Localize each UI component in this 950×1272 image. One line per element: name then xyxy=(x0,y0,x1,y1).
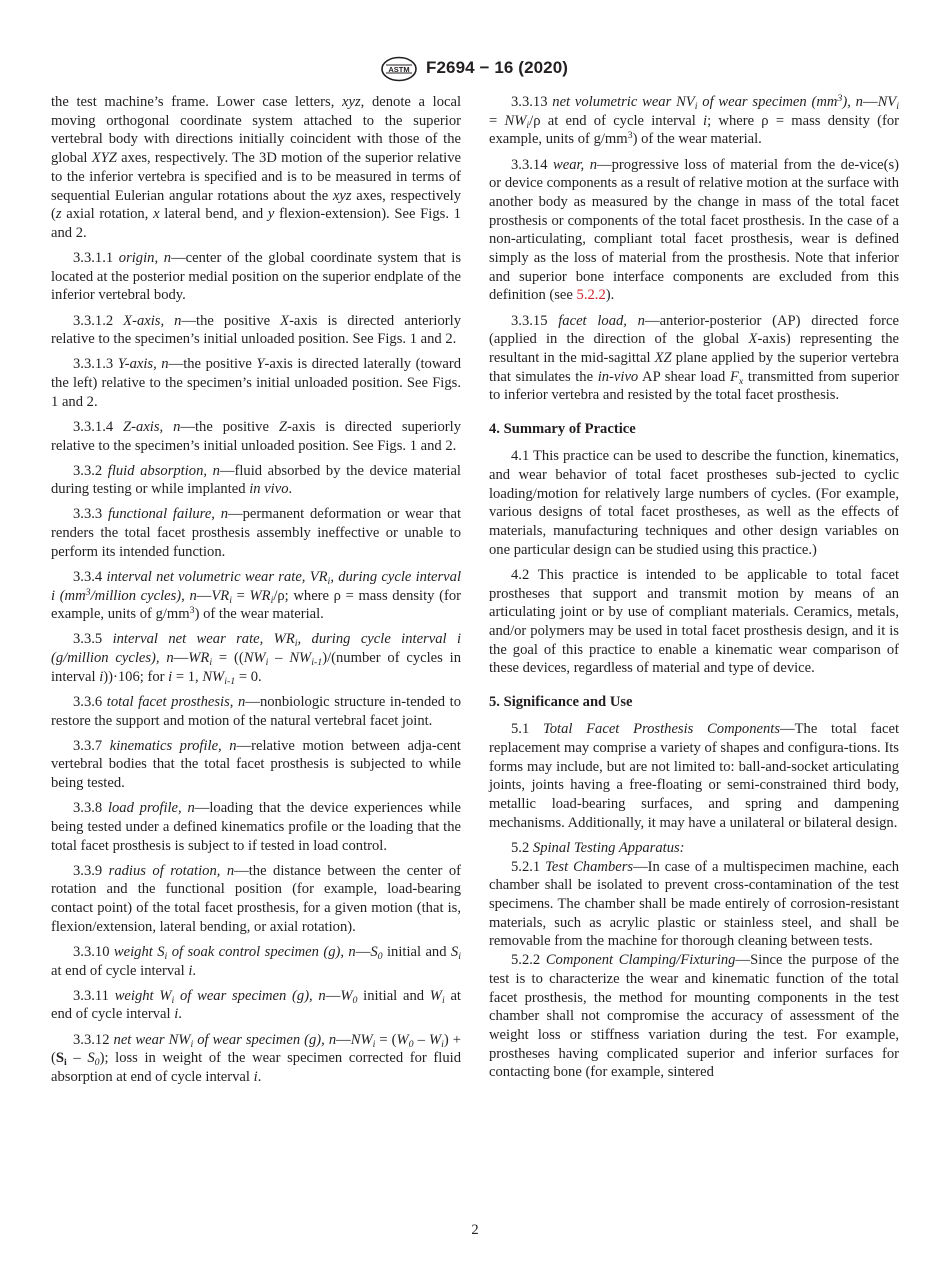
text-run: NW xyxy=(350,1031,373,1048)
text-run: 3.3.2 xyxy=(73,462,108,479)
text-run: axes, respectively ( xyxy=(51,187,461,223)
text-run: = 0. xyxy=(235,668,262,685)
text-run: – xyxy=(268,650,290,667)
text-run: plane applied by the superior vertebra that simulates the xyxy=(489,349,899,385)
text-run: weight S xyxy=(113,943,165,960)
paragraph-p-3-3-6 xyxy=(51,693,461,730)
text-run: Total Facet Prosthesis Components xyxy=(542,721,781,738)
text-run: ); loss in weight of the wear specimen corrected for fluid absorption at end of cycle interval xyxy=(51,1050,461,1085)
text-run: xyz xyxy=(342,94,361,110)
text-run: 0 xyxy=(408,1038,414,1050)
text-run: – xyxy=(413,1031,429,1048)
text-run: ). xyxy=(605,287,615,304)
text-run: radius of rotation, n xyxy=(108,862,235,879)
text-run: Z-axis, n xyxy=(123,418,181,435)
paragraph-p-3-3-13 xyxy=(489,93,899,149)
text-run: 0 xyxy=(94,1057,100,1069)
text-run: 3.3.13 xyxy=(511,94,553,110)
text-run: i xyxy=(441,1038,444,1050)
astm-logo-text: ASTM xyxy=(388,65,410,74)
standard-designation: F2694 − 16 (2020) xyxy=(426,58,569,77)
text-run: . xyxy=(288,481,293,498)
text-run: W xyxy=(429,987,442,1004)
text-run: 3.3.7 xyxy=(73,737,110,754)
text-run: — xyxy=(173,650,189,667)
text-run: the test machine’s frame. Lower case letters, xyxy=(51,94,343,110)
paragraph-p-3-3-9 xyxy=(51,862,461,937)
paragraph-p-3-3-1-3 xyxy=(51,355,461,411)
section-heading-sec-5 xyxy=(489,693,899,712)
text-run: 3.3.11 xyxy=(73,987,115,1004)
text-run: facet load, n xyxy=(558,312,645,329)
text-run: —the positive xyxy=(180,418,279,435)
text-run: 4.2 This practice is intended to be applicable to total facet prostheses that support and transmit motion by means of an articulating joint or by use of compliant materials. Ceramics, metals, and/or polymers may be used in total facet prosthesis design, and it is the goal of this practice to enable a kinematic wear comparison of these devices, regardless of material and type of device. xyxy=(489,566,899,677)
text-run: of wear specimen (mm xyxy=(697,94,838,110)
text-run: —nonbiologic structure in-tended to restore the support and motion of the natural vertebral facet joint. xyxy=(51,693,461,729)
text-run: Test Chambers xyxy=(545,858,634,875)
text-run: — xyxy=(325,987,341,1004)
paragraph-p-3-3-14 xyxy=(489,156,899,306)
text-run: 3.3.4 xyxy=(73,568,107,585)
text-run: i xyxy=(188,962,193,979)
text-run: weight W xyxy=(114,987,172,1004)
text-run: – xyxy=(66,1050,88,1067)
text-run: i xyxy=(458,950,461,962)
text-run: 5.2 xyxy=(511,839,533,856)
text-run: /ρ; where ρ = mass density (for example, units of g/mm xyxy=(51,587,461,623)
text-run: = ( xyxy=(375,1031,397,1048)
text-run: interval net wear rate, WR xyxy=(112,631,295,648)
text-run: 5.1 xyxy=(511,721,543,738)
text-run: -axis is directed laterally (toward the left) relative to the specimen’s initial unloaded position. See Figs. 1 and 2. xyxy=(51,356,461,410)
paragraph-p-3-3-1-4 xyxy=(51,418,461,455)
text-run: x xyxy=(738,375,744,387)
text-run: interval net volumetric wear rate, VR xyxy=(106,568,328,585)
text-run: 4. Summary of Practice xyxy=(489,421,636,438)
text-run: i xyxy=(171,994,175,1006)
text-run: of soak control specimen (g), n xyxy=(167,943,356,960)
text-run: i xyxy=(526,119,530,131)
text-run: — xyxy=(862,94,878,110)
text-run: -axis is directed superiorly relative to the specimen’s initial unloaded position. See Figs. 1 and 2. xyxy=(51,418,461,454)
text-run: XZ xyxy=(654,349,672,366)
text-run: —center of the global coordinate system that is located at the posterior medial position on the superior endplate of the inferior vertebral body. xyxy=(51,250,462,304)
text-run: — xyxy=(355,943,371,960)
text-run: S xyxy=(87,1050,95,1067)
paragraph-p-3-3-3 xyxy=(51,505,461,561)
text-run: of wear specimen (g), n xyxy=(174,987,326,1004)
text-run: . xyxy=(178,1006,182,1023)
text-run: initial and xyxy=(357,987,430,1004)
text-run: 3 xyxy=(85,586,91,598)
text-run: 3.3.5 xyxy=(73,631,113,648)
text-run: , during cycle interval i (mm xyxy=(51,568,462,604)
text-run: —loading that the device experiences while being tested under a defined kinematics profile or the loading that the total facet prosthesis is subject to if tested in load control. xyxy=(51,800,462,854)
text-run: —the positive xyxy=(181,312,281,329)
text-run: net volumetric wear NV xyxy=(552,94,695,110)
paragraph-p-5-2 xyxy=(489,839,899,858)
text-run: of wear specimen (g), n xyxy=(193,1031,337,1048)
text-run: in-vivo xyxy=(597,368,639,385)
page-header xyxy=(0,56,950,82)
text-run: load profile, n xyxy=(107,800,195,817)
text-run: NV xyxy=(877,94,897,110)
text-run: = 1, xyxy=(172,668,203,685)
text-run: X xyxy=(748,331,758,348)
text-run: . xyxy=(192,962,197,979)
text-run: —In case of a multispecimen machine, each chamber shall be isolated to prevent cross-contamination of the test specimens. The chamber shall be made entirely of corrosion-resistant materials, such as acrylic plastic or stainless steel, and shall be removable from the machine for thorough cleaning between tests. xyxy=(489,858,899,950)
right-column xyxy=(489,93,899,1082)
text-run: )/(number of cycles in interval xyxy=(51,650,462,685)
paragraph-p-5-1 xyxy=(489,720,899,832)
text-run: S xyxy=(370,943,378,960)
text-run: = xyxy=(489,112,505,129)
paragraph-p-3-3-2 xyxy=(51,462,461,499)
text-run: flexion-extension). See Figs. 1 and 2. xyxy=(51,206,461,241)
text-run: origin, n xyxy=(118,250,172,267)
text-run: transmitted from superior to inferior vertebra and resisted by the total facet prosthesis. xyxy=(489,368,899,404)
text-run: Y-axis, n xyxy=(117,356,169,373)
text-run: — xyxy=(196,587,212,604)
text-run: —the positive xyxy=(168,356,257,373)
text-run: NW xyxy=(243,650,266,667)
text-run: 3.3.1.1 xyxy=(73,250,119,267)
paragraph-p-4-2 xyxy=(489,566,899,678)
text-run: i xyxy=(265,657,269,669)
paragraph-p-frame-cont xyxy=(51,93,461,243)
paragraph-p-3-3-5 xyxy=(51,630,461,686)
text-run: kinematics profile, n xyxy=(109,737,237,754)
text-run: 3.3.15 xyxy=(511,312,559,329)
text-run: X-axis, n xyxy=(123,312,182,329)
paragraph-p-3-3-12 xyxy=(51,1031,461,1087)
text-run: i xyxy=(294,638,298,650)
text-run: i xyxy=(99,668,104,685)
paragraph-p-3-3-1-1 xyxy=(51,249,461,305)
text-run: net wear NW xyxy=(113,1031,191,1048)
text-run: 3.3.10 xyxy=(73,943,114,960)
text-run: i xyxy=(168,668,173,685)
text-run: 3.3.9 xyxy=(73,862,109,879)
text-run: i xyxy=(209,657,213,669)
text-run: i xyxy=(270,594,274,606)
text-run: initial and xyxy=(382,943,451,960)
text-run: i xyxy=(190,1038,194,1050)
astm-logo-icon xyxy=(380,56,418,82)
text-run: z xyxy=(55,206,62,223)
text-run: X xyxy=(280,312,290,329)
text-run: ) + ( xyxy=(51,1031,462,1067)
text-run: i xyxy=(229,594,232,606)
text-run: 3.3.1.4 xyxy=(73,418,124,435)
text-run: . xyxy=(257,1068,262,1085)
text-run: 5.2.2 xyxy=(511,952,546,969)
text-run: —progressive loss of material from the de-vice(s) or device components as a result of relative motion at the surface with another body as measured by the change in mass of the total facet prosthesis or components of the total facet prosthesis. In the case of a non-articulating, compliant total facet prosthesis, wear is defined simply as the loss of material from the prosthesis. Note that inferior and superior bone interface components are excluded from this definition (see xyxy=(489,156,899,304)
text-run: , during cycle interval i (g/million cycles), n xyxy=(51,631,461,667)
text-run: fluid absorption, n xyxy=(107,462,220,479)
paragraph-p-5-2-1 xyxy=(489,858,899,952)
text-run: 4.1 This practice can be used to describe the function, kinematics, and wear behavior of total facet prostheses sub-jected to cyclic loading/motion for relatively large numbers of cycles. (For example, various designs of total facet prostheses, as well as the effects of materials, manufacturing techniques and other design variables on one particular design can be studied using this practice.) xyxy=(489,448,899,558)
text-run: 3 xyxy=(837,93,843,105)
text-run: i xyxy=(253,1068,258,1085)
text-run: 3.3.1.3 xyxy=(73,356,118,373)
text-run: 3.3.12 xyxy=(73,1031,114,1048)
text-run: NW xyxy=(504,112,527,129)
text-run: -axis) representing the resultant in the mid-sagittal xyxy=(489,331,899,366)
text-run: at end of cycle interval xyxy=(51,962,189,979)
text-run: axes, respectively. The 3D motion of the superior relative to the inferior vertebra is specified and is to be measured in terms of sequential Eulerian angular rotations about the xyxy=(51,150,461,204)
text-run: y xyxy=(267,206,275,223)
text-run: —permanent deformation or wear that renders the total facet prosthesis assembly ineffective or unable to perform its intended function. xyxy=(51,506,461,560)
text-run: W xyxy=(396,1031,409,1048)
text-run: i xyxy=(64,1057,67,1069)
text-run: ) of the wear material. xyxy=(194,606,324,623)
text-run: i xyxy=(703,112,708,129)
paragraph-p-3-3-4 xyxy=(51,568,461,624)
paragraph-p-3-3-8 xyxy=(51,799,461,855)
section-heading-sec-4 xyxy=(489,420,899,439)
section-link[interactable]: 5.2.2 xyxy=(576,287,606,304)
paragraph-p-3-3-10 xyxy=(51,943,461,980)
text-run: 3.3.8 xyxy=(73,800,108,817)
text-run: S xyxy=(55,1050,64,1067)
text-run: ) of the wear material. xyxy=(632,131,762,148)
text-run: —fluid absorbed by the device material during testing or while implanted xyxy=(51,462,461,498)
text-run: in vivo xyxy=(249,481,289,498)
text-run: W xyxy=(340,987,353,1004)
text-run: Y xyxy=(256,356,265,373)
text-run: i xyxy=(372,1038,376,1050)
text-run: i-1 xyxy=(224,675,236,687)
text-run: i xyxy=(441,994,445,1006)
text-run: ))·106; for xyxy=(103,668,169,685)
text-run: ; where ρ = mass density (for example, units of g/mm xyxy=(489,112,899,148)
text-run: S xyxy=(450,943,459,960)
text-run: 5. Significance and Use xyxy=(489,694,633,711)
text-run: —relative motion between adja-cent vertebral bodies that the total facet prosthesis is subjected to while being tested. xyxy=(51,737,461,792)
text-run: axial rotation, xyxy=(61,206,154,223)
text-run: /million cycles), n xyxy=(90,587,197,604)
text-run: total facet prosthesis, n xyxy=(106,693,246,710)
text-run: XYZ xyxy=(91,150,117,167)
text-run: i-1 xyxy=(311,657,323,669)
text-run: = xyxy=(231,587,250,604)
text-run: i xyxy=(164,950,168,962)
text-run: i xyxy=(694,100,698,112)
text-run: 3.3.1.2 xyxy=(73,312,124,329)
text-run: xyz xyxy=(332,187,352,204)
text-run: 0 xyxy=(377,950,383,962)
left-column xyxy=(51,93,461,1093)
text-run: NW xyxy=(289,650,312,667)
text-run: NW xyxy=(202,668,225,685)
page-number: 2 xyxy=(471,1222,479,1238)
text-run: —the distance between the center of rotation and the functional position (for example, load-bearing contact point) of the total facet prosthesis, for a given motion (that is, flexion/extension, lateral bending, or axial rotation). xyxy=(51,862,461,935)
text-run: i xyxy=(327,575,331,587)
text-run: -axis is directed anteriorly relative to the specimen’s initial unloaded position. See Figs. 1 and 2. xyxy=(51,312,461,348)
text-run: W xyxy=(428,1031,442,1048)
text-run: 3.3.14 xyxy=(511,156,553,173)
text-run: 0 xyxy=(352,994,358,1006)
text-run: at end of cycle interval xyxy=(51,987,461,1023)
text-run: WR xyxy=(188,650,210,667)
text-run: VR xyxy=(211,587,230,604)
text-run: Component Clamping/Fixturing xyxy=(545,952,736,969)
text-run: 5.2.1 xyxy=(511,858,546,875)
text-run: — xyxy=(336,1031,351,1048)
text-run: /ρ at end of cycle interval xyxy=(529,112,704,129)
paragraph-p-5-2-2 xyxy=(489,951,899,1082)
paragraph-p-3-3-1-2 xyxy=(51,312,461,349)
text-run: 3 xyxy=(627,130,633,142)
text-run: i xyxy=(174,1006,179,1023)
text-run: wear, n xyxy=(552,156,597,173)
text-run: lateral bend, and xyxy=(159,206,268,223)
text-run: Z xyxy=(278,418,287,435)
text-run: AP shear load xyxy=(638,368,730,385)
text-run: 3 xyxy=(189,605,195,617)
text-run: , denote a local moving orthogonal coordinate system attached to the superior vertebral body with directions initially coincident with those of the global xyxy=(51,94,461,167)
text-run: functional failure, n xyxy=(107,506,229,523)
text-run: = (( xyxy=(212,650,244,667)
text-run: Spinal Testing Apparatus: xyxy=(532,839,685,856)
text-run: i xyxy=(896,100,899,112)
paragraph-p-3-3-11 xyxy=(51,987,461,1024)
paragraph-p-4-1 xyxy=(489,447,899,559)
text-run: 3.3.3 xyxy=(73,506,108,523)
text-run: —anterior-posterior (AP) directed force (applied in the direction of the global xyxy=(489,312,899,348)
paragraph-p-3-3-7 xyxy=(51,737,461,793)
text-run: x xyxy=(153,206,160,223)
text-run: WR xyxy=(249,587,271,604)
text-run: —The total facet replacement may comprise a variety of shapes and configura-tions. Its forms may include, but are not limited to: ball-and-socket articulating joints, joints having a free-floating or semi-constrained third body, metallic load-bearing surfaces, and spring and dampening mechanisms. Additionally, it may have a unilateral or bilateral design. xyxy=(489,721,899,831)
text-run: F xyxy=(729,368,739,385)
paragraph-p-3-3-15 xyxy=(489,312,899,406)
text-run: ), n xyxy=(842,94,863,110)
text-run: 3.3.6 xyxy=(73,693,107,710)
text-run: —Since the purpose of the test is to characterize the wear and kinematic function of the total facet prosthesis, the method for mounting components in the test chamber shall not compromise the accuracy of assessment of the weight loss or stiffness variation during the test. For example, prostheses having complicated superior and inferior surfaces for contacting bone (for example, sintered xyxy=(489,952,899,1081)
